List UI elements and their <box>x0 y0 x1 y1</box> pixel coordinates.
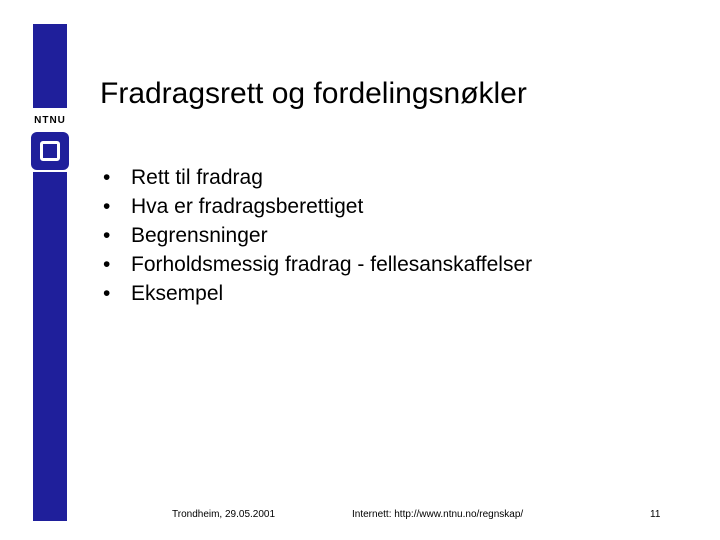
bullet-text: Rett til fradrag <box>131 166 263 189</box>
logo-mark-inner <box>40 141 60 161</box>
bullet-dot-icon: • <box>103 224 111 247</box>
bullet-text: Forholdsmessig fradrag - fellesanskaffelser <box>131 253 533 276</box>
bullet-dot-icon: • <box>103 166 111 189</box>
bullet-item <box>103 192 532 221</box>
bullet-dot-icon: • <box>103 253 111 276</box>
bullet-text: Eksempel <box>131 282 224 305</box>
bullet-text: Hva er fradragsberettiget <box>131 195 364 218</box>
bullet-dot-icon: • <box>103 282 111 305</box>
bullet-text: Begrensninger <box>131 224 268 247</box>
ntnu-logo <box>26 108 74 172</box>
bullet-item <box>103 250 532 279</box>
slide-title: Fradragsrett og fordelingsnøkler <box>100 77 527 110</box>
bullet-list <box>103 163 532 308</box>
logo-mark-icon <box>31 132 69 170</box>
footer-date: Trondheim, 29.05.2001 <box>172 509 276 520</box>
bullet-item <box>103 163 532 192</box>
bullet-item <box>103 279 532 308</box>
brand-side-bar <box>33 24 67 521</box>
bullet-item <box>103 221 532 250</box>
bullet-dot-icon: • <box>103 195 111 218</box>
logo-text: NTNU <box>34 115 66 126</box>
footer-url: Internett: http://www.ntnu.no/regnskap/ <box>352 509 524 520</box>
page-number: 11 <box>650 509 661 520</box>
